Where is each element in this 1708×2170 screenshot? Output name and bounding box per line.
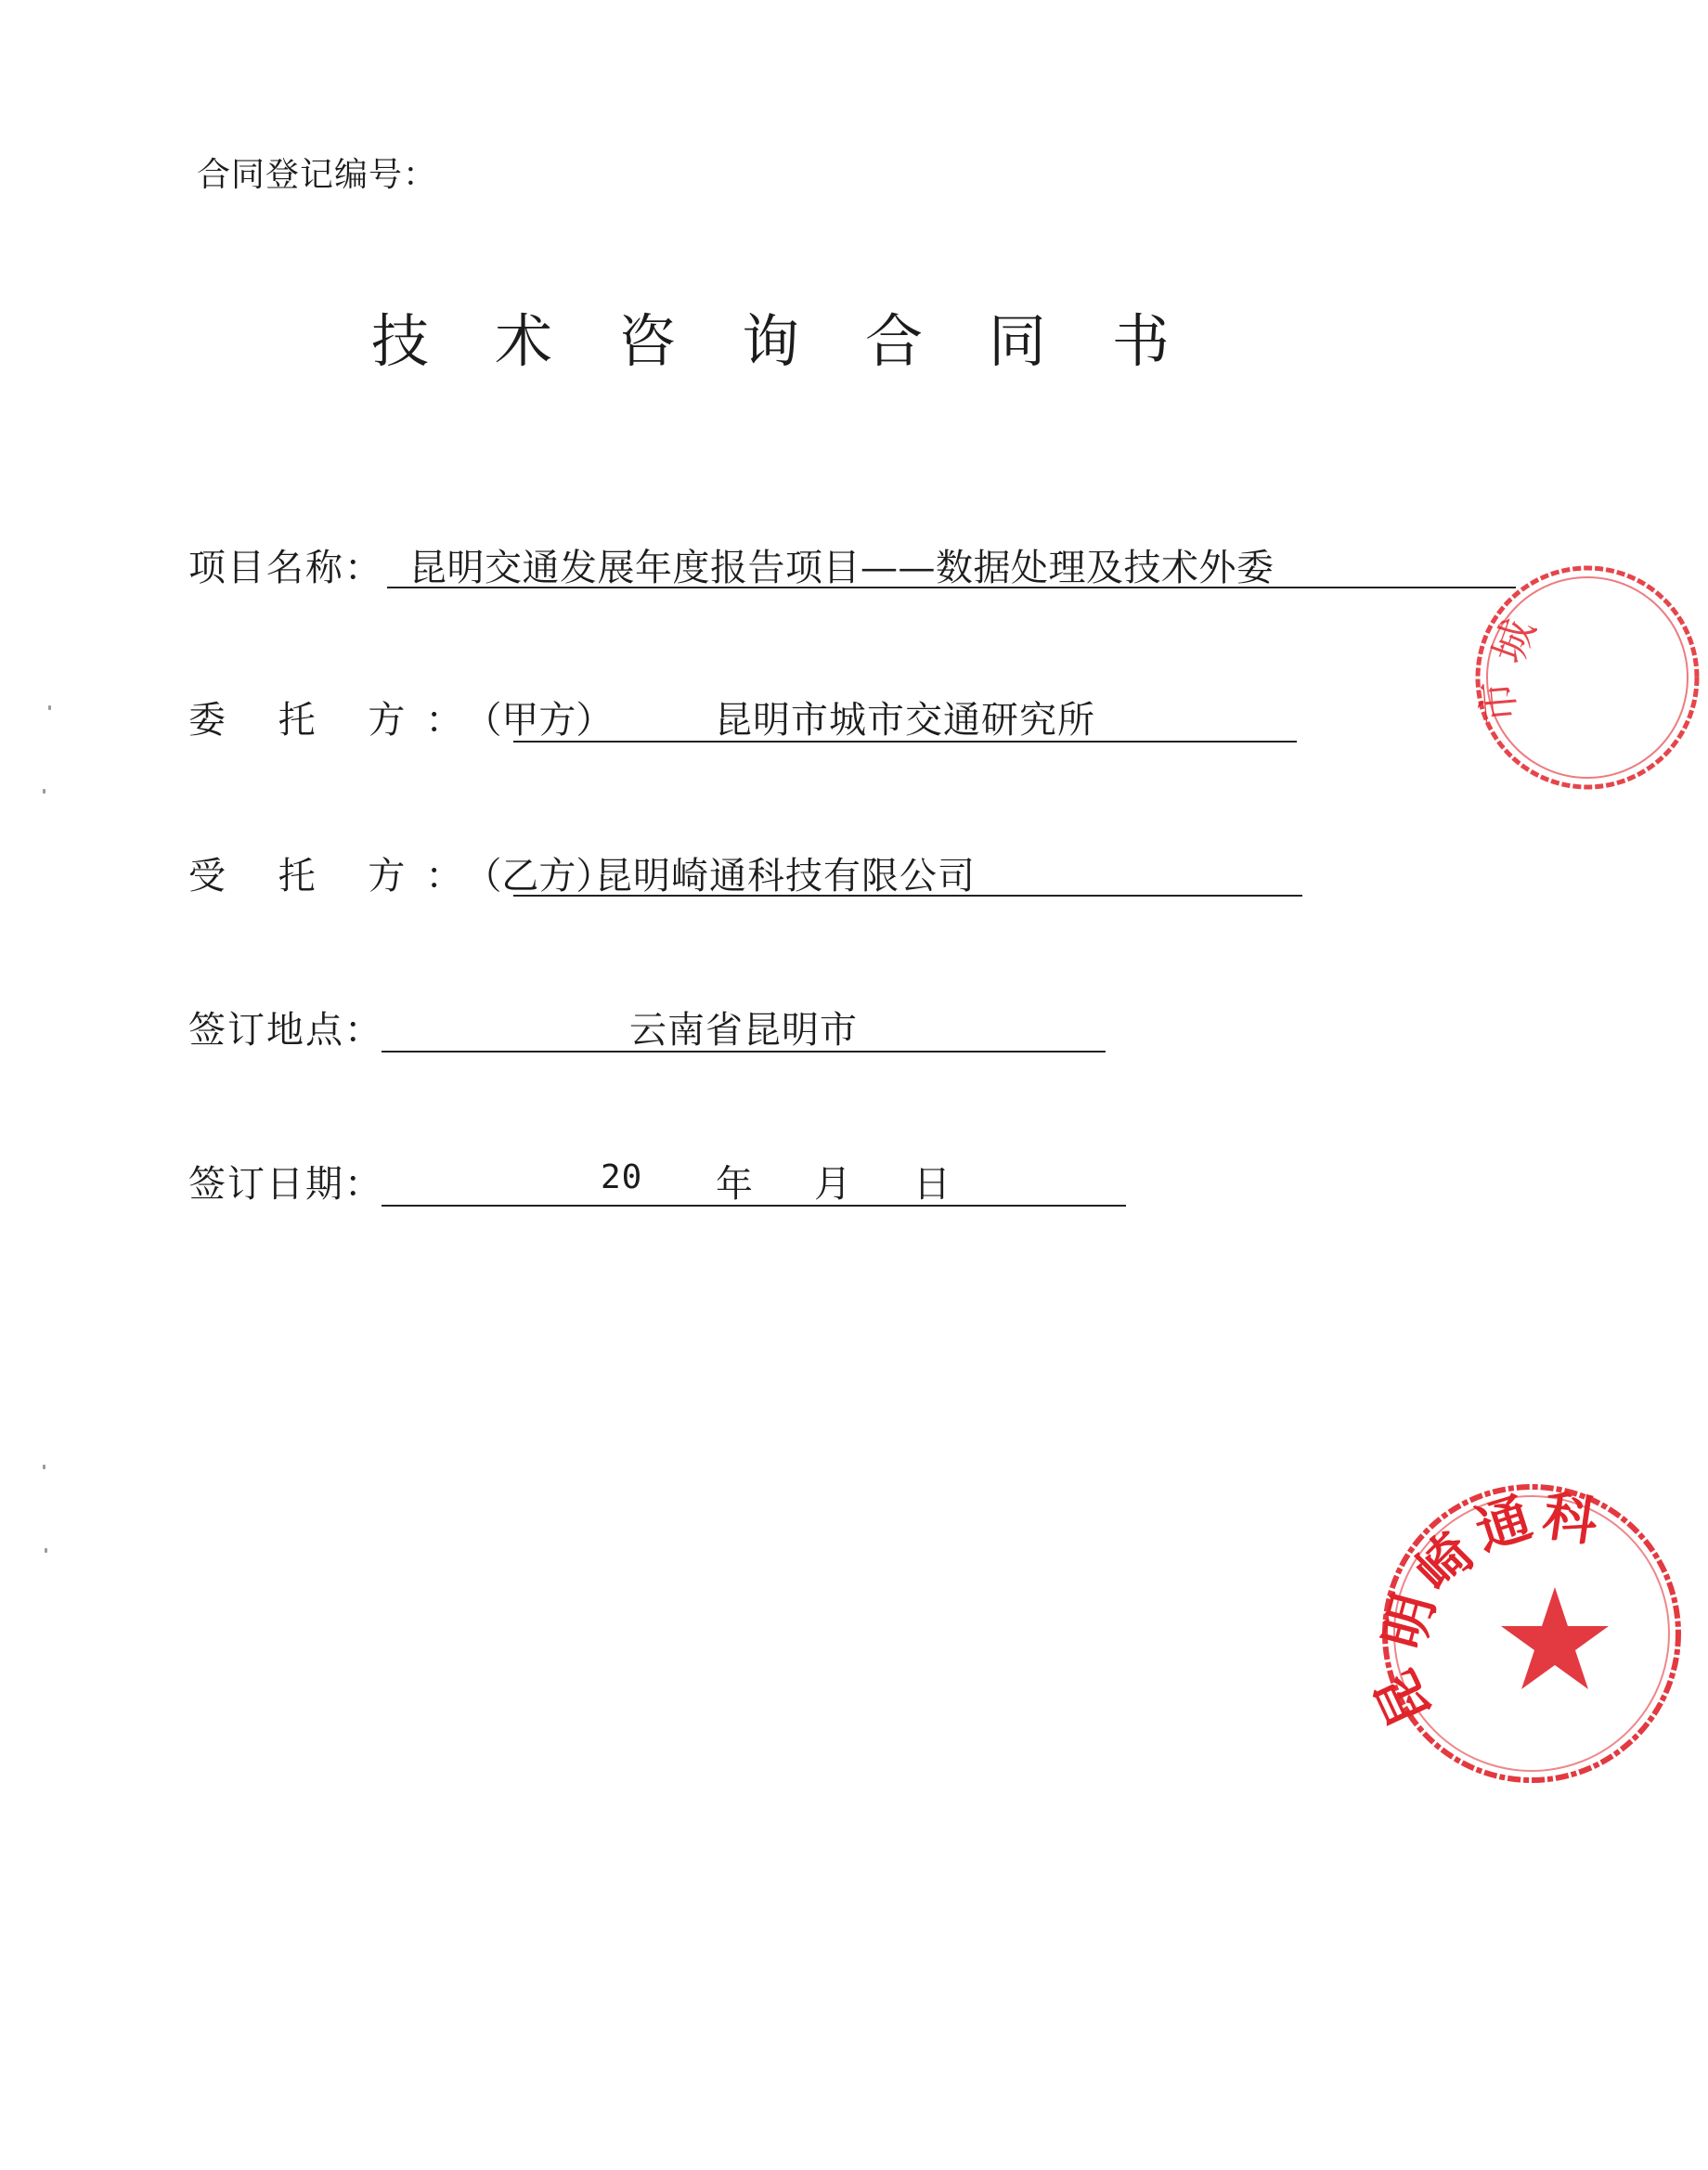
project-name-field: 昆明交通发展年度报告项目——数据处理及技术外委	[387, 538, 1516, 588]
date-year-prefix: 20	[601, 1158, 643, 1196]
registration-number-label: 合同登记编号：	[197, 156, 438, 194]
signing-place-label: 签订地点：	[188, 1009, 383, 1052]
signing-date-label: 签订日期：	[188, 1163, 383, 1206]
contractor-party-label: （乙方）	[483, 855, 614, 898]
svg-text:明: 明	[1371, 1586, 1447, 1656]
partial-seal-top	[1467, 557, 1708, 798]
scan-speck	[43, 789, 45, 794]
title-char: 咨	[617, 307, 676, 375]
scan-speck	[43, 1465, 45, 1469]
title-char: 技	[371, 307, 430, 375]
title-char: 合	[864, 307, 923, 375]
date-day-char: 日	[913, 1163, 951, 1206]
seal-top-text: 城	[1482, 613, 1546, 670]
document-title	[371, 295, 1170, 378]
title-char: 询	[741, 307, 799, 375]
client-field: 昆明市城市交通研究所	[513, 691, 1297, 743]
svg-text:市: 市	[1471, 678, 1525, 726]
title-char: 同	[988, 307, 1046, 375]
svg-text:昆: 昆	[1363, 1660, 1443, 1737]
signing-date-field	[382, 1155, 1126, 1207]
project-name-label: 项目名称：	[188, 547, 383, 589]
signing-place-field: 云南省昆明市	[382, 1001, 1106, 1053]
title-char: 书	[1111, 307, 1170, 375]
date-year-char: 年	[716, 1163, 754, 1206]
scan-speck	[45, 1548, 47, 1553]
svg-text:崎: 崎	[1403, 1520, 1486, 1604]
company-seal	[1363, 1476, 1689, 1791]
scan-speck	[48, 705, 51, 710]
client-party-label: （甲方）	[483, 699, 614, 742]
contractor-label: 受 托 方：	[188, 855, 484, 898]
title-char: 术	[494, 307, 552, 375]
contractor-field: 昆明崎通科技有限公司	[513, 846, 1302, 897]
date-month-char: 月	[814, 1163, 852, 1206]
svg-text:科: 科	[1539, 1483, 1601, 1554]
svg-text:通: 通	[1468, 1485, 1539, 1563]
client-label: 委 托 方：	[188, 699, 484, 742]
